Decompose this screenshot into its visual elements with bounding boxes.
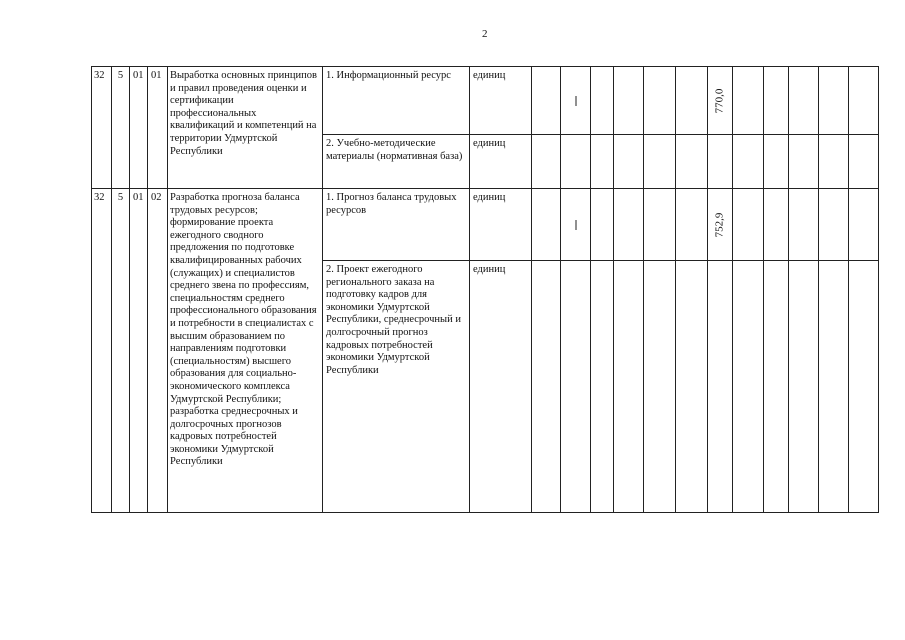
activity-name-cell: Разработка прогноза баланса трудовых ресурсов; формирование проекта ежегодного сводного предложения по подготовке квалифицированных рабочих (служащих) и специалистов среднего звена по профессиям, специальностям среднего профессионального образования и потребности в специалистах с высшим образованием по направлениям подготовки (специальностям) высшего образования для социально-экономического комплекса Удмуртской Республики; разработка среднесрочных и долгосрочных прогнозов кадровых потребностей экономики Удмуртской Республики — [168, 189, 323, 513]
gp-code-cell: 32 — [92, 189, 112, 513]
table-row — [92, 67, 879, 135]
value-mark — [575, 96, 576, 106]
om-code-cell: 01 — [130, 67, 148, 189]
amount-cell — [708, 189, 733, 261]
empty-cell — [789, 135, 819, 189]
empty-cell — [676, 67, 708, 135]
value-mark-cell — [561, 67, 591, 135]
empty-cell — [764, 261, 789, 513]
empty-cell — [789, 261, 819, 513]
empty-cell — [561, 261, 591, 513]
om-code-cell: 01 — [130, 189, 148, 513]
empty-cell — [849, 189, 879, 261]
result-cell: 2. Проект ежегодного регионального заказа на подготовку кадров для экономики Удмуртской Республики, среднесрочный и долгосрочный прогноз кадровых потребностей экономики Удмуртской Республики — [323, 261, 470, 513]
gp-code-cell: 32 — [92, 67, 112, 189]
m-code-cell: 01 — [148, 67, 168, 189]
unit-cell: единиц — [470, 261, 532, 513]
value-mark-cell — [561, 189, 591, 261]
activity-name-cell: Выработка основных принципов и правил проведения оценки и сертификации профессиональных квалификаций и компетенций на территории Удмуртской Республики — [168, 67, 323, 189]
empty-cell — [614, 67, 644, 135]
empty-cell — [591, 135, 614, 189]
empty-cell — [591, 261, 614, 513]
empty-cell — [819, 135, 849, 189]
empty-cell — [644, 67, 676, 135]
empty-cell — [532, 67, 561, 135]
empty-cell — [733, 261, 764, 513]
empty-cell — [614, 261, 644, 513]
empty-cell — [789, 189, 819, 261]
empty-cell — [733, 67, 764, 135]
empty-cell — [614, 135, 644, 189]
empty-cell — [849, 261, 879, 513]
empty-cell — [532, 261, 561, 513]
result-cell: 2. Учебно-методические материалы (нормативная база) — [323, 135, 470, 189]
empty-cell — [644, 189, 676, 261]
empty-cell — [532, 189, 561, 261]
empty-cell — [591, 67, 614, 135]
result-cell: 1. Прогноз баланса трудовых ресурсов — [323, 189, 470, 261]
empty-cell — [819, 261, 849, 513]
empty-cell — [676, 135, 708, 189]
empty-cell — [764, 67, 789, 135]
empty-cell — [644, 261, 676, 513]
amount-cell — [708, 67, 733, 135]
result-cell: 1. Информационный ресурс — [323, 67, 470, 135]
empty-cell — [819, 67, 849, 135]
empty-cell — [764, 189, 789, 261]
value-mark — [575, 220, 576, 230]
empty-cell — [591, 189, 614, 261]
page-number: 2 — [482, 28, 488, 40]
pgp-code-cell: 5 — [112, 189, 130, 513]
unit-cell: единиц — [470, 67, 532, 135]
empty-cell — [532, 135, 561, 189]
empty-cell — [676, 189, 708, 261]
m-code-cell: 02 — [148, 189, 168, 513]
empty-cell — [708, 261, 733, 513]
empty-cell — [614, 189, 644, 261]
empty-cell — [849, 135, 879, 189]
empty-cell — [733, 135, 764, 189]
amount-value: 770,0 — [713, 88, 726, 113]
table-row — [92, 189, 879, 261]
empty-cell — [849, 67, 879, 135]
empty-cell — [708, 135, 733, 189]
unit-cell: единиц — [470, 189, 532, 261]
amount-value: 752,9 — [713, 212, 726, 237]
empty-cell — [561, 135, 591, 189]
program-table — [91, 66, 879, 513]
empty-cell — [676, 261, 708, 513]
empty-cell — [764, 135, 789, 189]
empty-cell — [819, 189, 849, 261]
unit-cell: единиц — [470, 135, 532, 189]
empty-cell — [644, 135, 676, 189]
empty-cell — [733, 189, 764, 261]
pgp-code-cell: 5 — [112, 67, 130, 189]
empty-cell — [789, 67, 819, 135]
